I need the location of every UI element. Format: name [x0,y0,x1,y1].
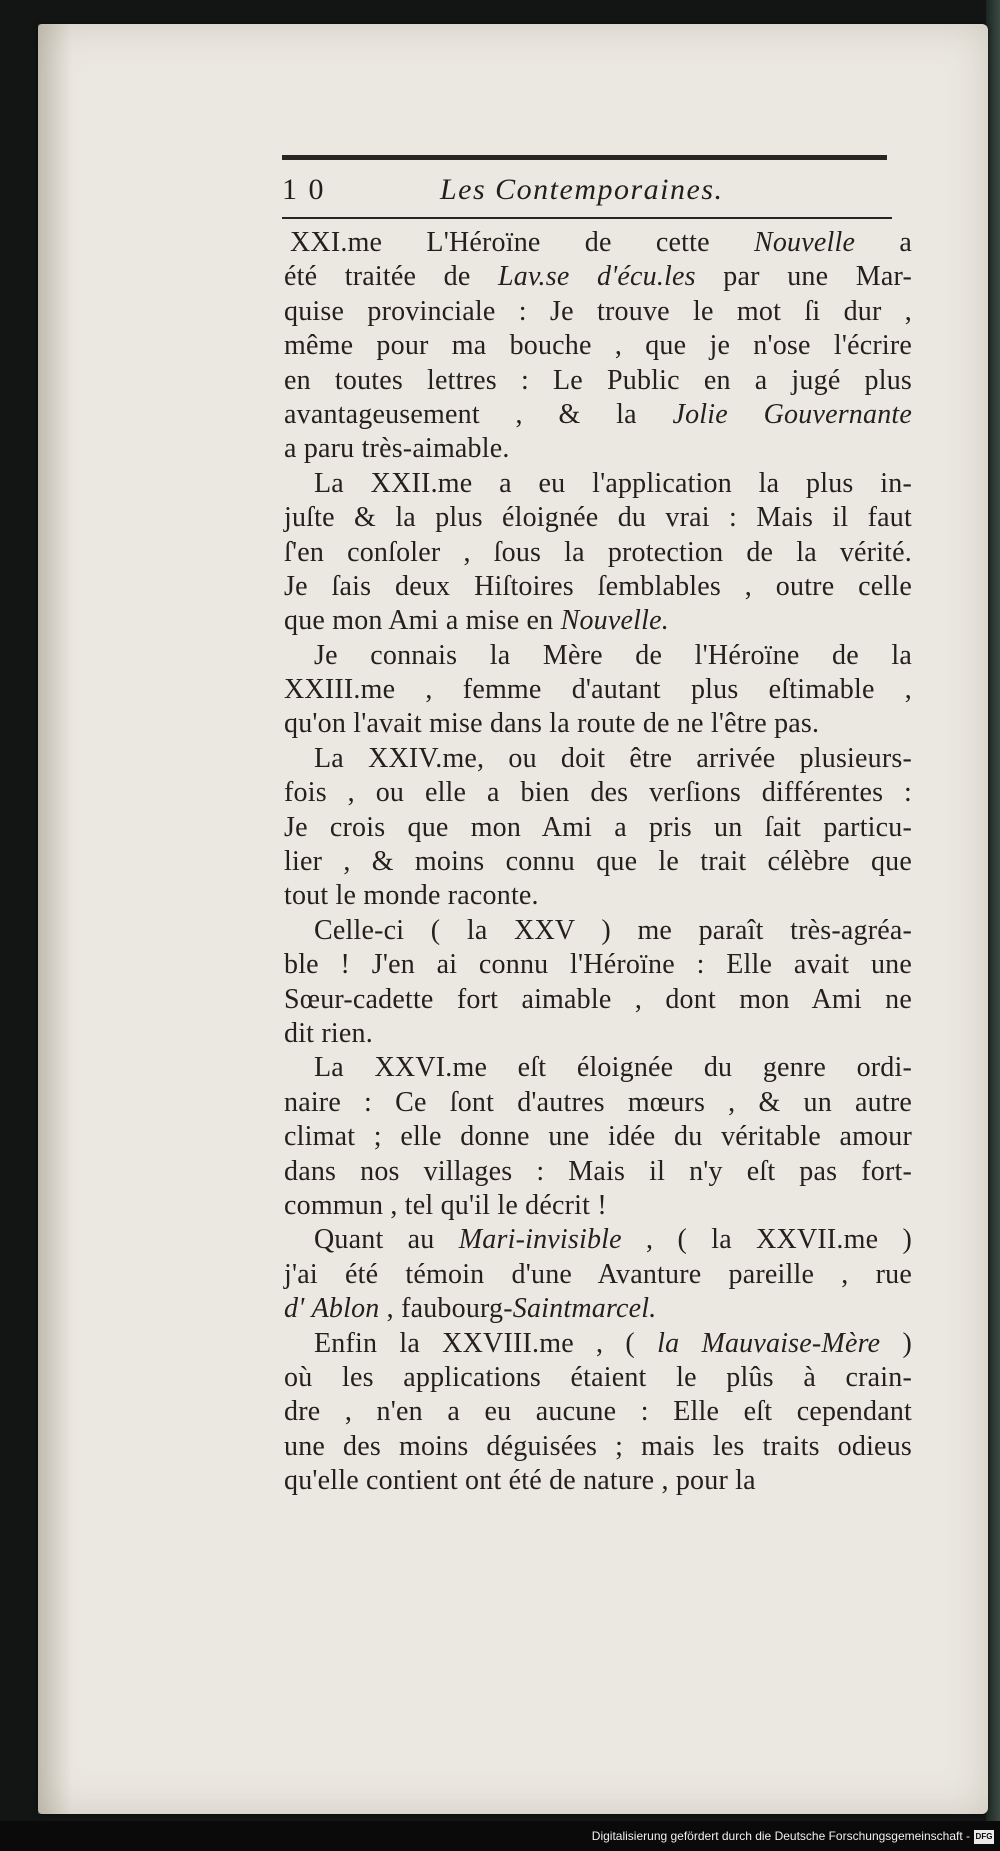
text-run: La XXVI.me eſt éloignée du genre ordi- [314,1052,912,1084]
text-line [284,467,912,501]
text-line [284,1395,912,1429]
text-run: naire : Ce ſont d'autres mœurs , & un autre [284,1086,912,1118]
paragraph [284,226,912,467]
text-run: Celle-ci ( la XXV ) me paraît très-agréa- [314,914,912,946]
text-run: Quant au [314,1224,459,1256]
italic-run: Lav.se d'écu.les [498,261,696,293]
text-line [284,948,912,982]
text-run: dans nos villages : Mais il n'y eſt pas fort- [284,1155,912,1187]
text-line [284,226,912,260]
italic-run: Jolie Gouvernante [672,398,912,430]
text-line [284,1189,912,1223]
text-line [284,1258,912,1292]
header-rule-bottom [282,217,892,219]
text-run: ble ! J'en ai connu l'Héroïne : Elle avait une [284,949,912,981]
text-line [284,295,912,329]
digitization-footer [0,1821,1000,1851]
running-title: Les Contemporaines. [440,173,724,206]
text-line [284,1327,912,1361]
text-run: avantageusement , & la [284,398,673,430]
text-line [284,1361,912,1395]
text-line [284,776,912,810]
text-run: Je connais la Mère de l'Héroïne de la [314,639,912,671]
text-line [284,260,912,294]
italic-run: Nouvelle [753,227,856,258]
paragraph [284,1223,912,1326]
text-line [284,673,912,707]
text-line [284,811,912,845]
running-head [282,168,892,212]
text-line [284,570,912,604]
text-run: a [855,227,912,258]
text-run: même pour ma bouche , que je n'ose l'écrire [284,330,912,362]
text-run: Je crois que mon Ami a pris un ſait particu- [284,811,912,843]
book-cover-edge [986,0,1000,1851]
text-line [284,432,912,466]
text-line [284,845,912,879]
text-run: j'ai été témoin d'une Avanture pareille , rue [284,1258,912,1290]
text-run: juſte & la plus éloignée du vrai : Mais il faut [284,502,912,534]
text-line [284,1017,912,1051]
text-line [284,1155,912,1189]
text-run: XXIII.me , femme d'autant plus eſtimable , [284,674,912,706]
text-line [284,1430,912,1464]
paragraph [284,467,912,639]
paragraph [284,742,912,914]
text-run: tout le monde raconte. [284,880,539,912]
text-run: La XXII.me a eu l'application la plus in- [314,467,912,499]
text-line [284,742,912,776]
text-run: dit rien. [284,1017,373,1049]
text-run: Je ſais deux Hiſtoires ſemblables , outre celle [284,570,912,602]
text-line [284,536,912,570]
text-line [284,1120,912,1154]
text-run [304,1293,311,1324]
text-run: climat ; elle donne une idée du véritable amour [284,1121,912,1153]
text-run: , faubourg- [379,1293,513,1325]
text-line [284,364,912,398]
text-line [284,501,912,535]
text-run: qu'elle contient ont été de nature , pour la [284,1465,756,1497]
text-run: ſ'en conſoler , ſous la protection de la vérité. [284,536,912,568]
text-line [284,604,912,638]
text-line [284,1292,912,1326]
italic-run: Mari-invisible [458,1224,622,1256]
italic-run: la Mauvaise-Mère [657,1327,881,1359]
text-run: fois , ou elle a bien des verſions différentes : [284,777,912,809]
text-run: , ( la XXVII.me ) [621,1224,912,1256]
text-line [284,329,912,363]
body-text [284,226,912,1498]
text-run: où les applications étaient le plûs à crain- [284,1361,912,1393]
text-line [284,707,912,741]
text-line [284,639,912,673]
text-run: par une Mar- [695,261,912,293]
italic-run: d' [284,1293,305,1325]
text-run: quise provinciale : Je trouve le mot ſi dur , [284,295,912,327]
text-run: qu'on l'avait mise dans la route de ne l'être pas. [284,708,820,740]
text-run: que mon Ami a mise en [284,605,561,637]
header-rule-top [282,155,887,160]
text-line [284,398,912,432]
text-run: une des moins déguisées ; mais les traits odieus [284,1430,912,1462]
paragraph [284,1051,912,1223]
text-run: commun , tel qu'il le décrit ! [284,1189,607,1221]
text-run: La XXIV.me, ou doit être arrivée plusieurs- [314,742,912,774]
page-number: 1 0 [282,173,326,206]
italic-run: Nouvelle. [560,605,669,637]
text-run: en toutes lettres : Le Public en a jugé plus [284,364,912,396]
footer-credit: Digitalisierung gefördert durch die Deutsche Forschungsgemeinschaft - [591,1829,970,1843]
paragraph [284,1327,912,1499]
text-run: a paru très-aimable. [284,433,510,465]
text-run: lier , & moins connu que le trait célèbre que [284,846,912,878]
italic-run: Ablon [311,1293,380,1325]
text-run: Enfin la XXVIII.me , ( [314,1327,658,1359]
text-line [284,1086,912,1120]
paragraph [284,639,912,742]
paragraph [284,914,912,1052]
text-run: ) [880,1327,912,1359]
text-run: été traitée de [284,261,499,293]
text-line [284,983,912,1017]
dfg-logo: DFG [974,1830,994,1844]
text-line [284,1051,912,1085]
italic-run: Saintmarcel. [512,1293,657,1325]
text-line [284,914,912,948]
text-line [284,1464,912,1498]
text-line [284,879,912,913]
text-run: XXI.me L'Héroïne de cette [290,227,754,258]
text-run: dre , n'en a eu aucune : Elle eſt cependant [284,1396,912,1428]
text-line [284,1223,912,1257]
text-run: Sœur-cadette fort aimable , dont mon Ami ne [284,983,912,1015]
